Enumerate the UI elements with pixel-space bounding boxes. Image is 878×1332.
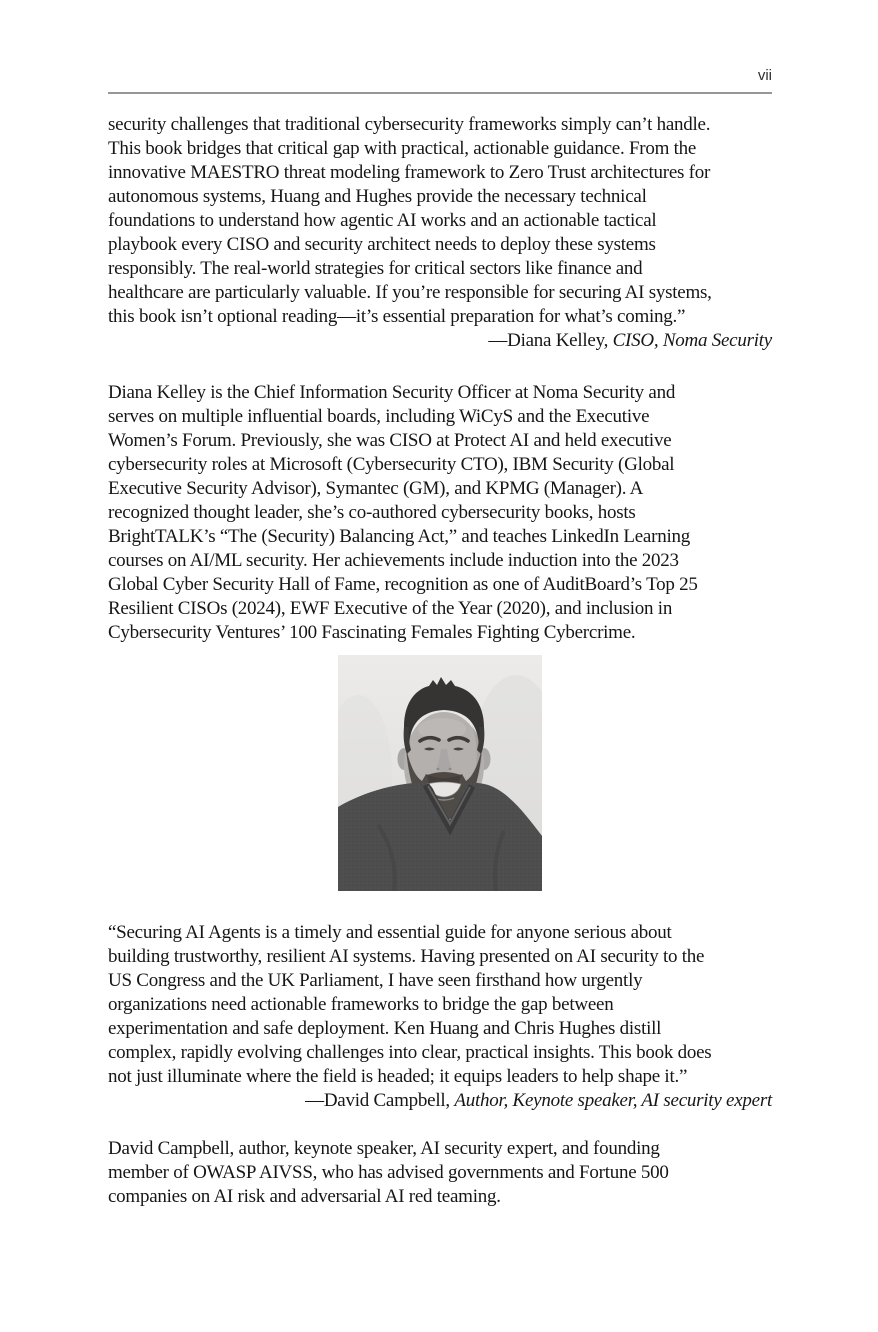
attribution-2-role: Author, Keynote speaker, AI security expert [454, 1090, 772, 1111]
bio-diana-kelley: Diana Kelley is the Chief Information Security Officer at Noma Security and serves on multiple influential boards, including WiCyS and the Executive Women’s Forum. Previously, she was CISO at Protect AI and held executive cybersecurity roles at Microsoft (Cybersecurity CTO), IBM Security (Global Executive Security Advisor), Symantec (GM), and KPMG (Manager). A recognized thought leader, she’s co-authored cybersecurity books, hosts BrightTALK’s “The (Security) Balancing Act,” and teaches LinkedIn Learning courses on AI/ML security. Her achievements include induction into the 2023 Global Cyber Security Hall of Fame, recognition as one of AuditBoard’s Top 25 Resilient CISOs (2024), EWF Executive of the Year (2020), and inclusion in Cybersecurity Ventures’ 100 Fascinating Females Fighting Cybercrime. [108, 382, 698, 643]
testimonial-1-attribution [108, 329, 772, 353]
page-number: vii [757, 67, 772, 84]
testimonial-1-text: security challenges that traditional cybersecurity frameworks simply can’t handle. This book bridges that critical gap with practical, actionable guidance. From the innovative MAESTRO threat modeling framework to Zero Trust architectures for autonomous systems, Huang and Hughes provide the necessary technical foundations to understand how agentic AI works and an actionable tactical playbook every CISO and security architect needs to deploy these systems responsibly. The real-world strategies for critical sectors like finance and healthcare are particularly valuable. If you’re responsible for securing AI systems, this book isn’t optional reading—it’s essential preparation for what’s coming.” [108, 114, 712, 327]
testimonial-2-text: “Securing AI Agents is a timely and essential guide for anyone serious about building trustworthy, resilient AI systems. Having presented on AI security to the US Congress and the UK Parliament, I have seen firsthand how urgently organizations need actionable frameworks to bridge the gap between experimentation and safe deployment. Ken Huang and Chris Hughes distill complex, rapidly evolving challenges into clear, practical insights. This book does not just illuminate where the field is headed; it equips leaders to help shape it.” [108, 922, 712, 1087]
bio-david-campbell: David Campbell, author, keynote speaker, AI security expert, and founding member of OWASP AIVSS, who has advised governments and Fortune 500 companies on AI risk and adversarial AI red teaming. [108, 1138, 669, 1207]
attribution-2-name: —David Campbell, [305, 1090, 455, 1111]
testimonial-2-attribution [108, 1089, 772, 1113]
page-content [108, 0, 772, 1209]
attribution-1-role: CISO, Noma Security [612, 330, 772, 351]
author-photo-container [108, 655, 772, 891]
portrait-photo [338, 655, 542, 891]
header-rule [108, 92, 772, 94]
attribution-1-name: —Diana Kelley, [488, 330, 613, 351]
